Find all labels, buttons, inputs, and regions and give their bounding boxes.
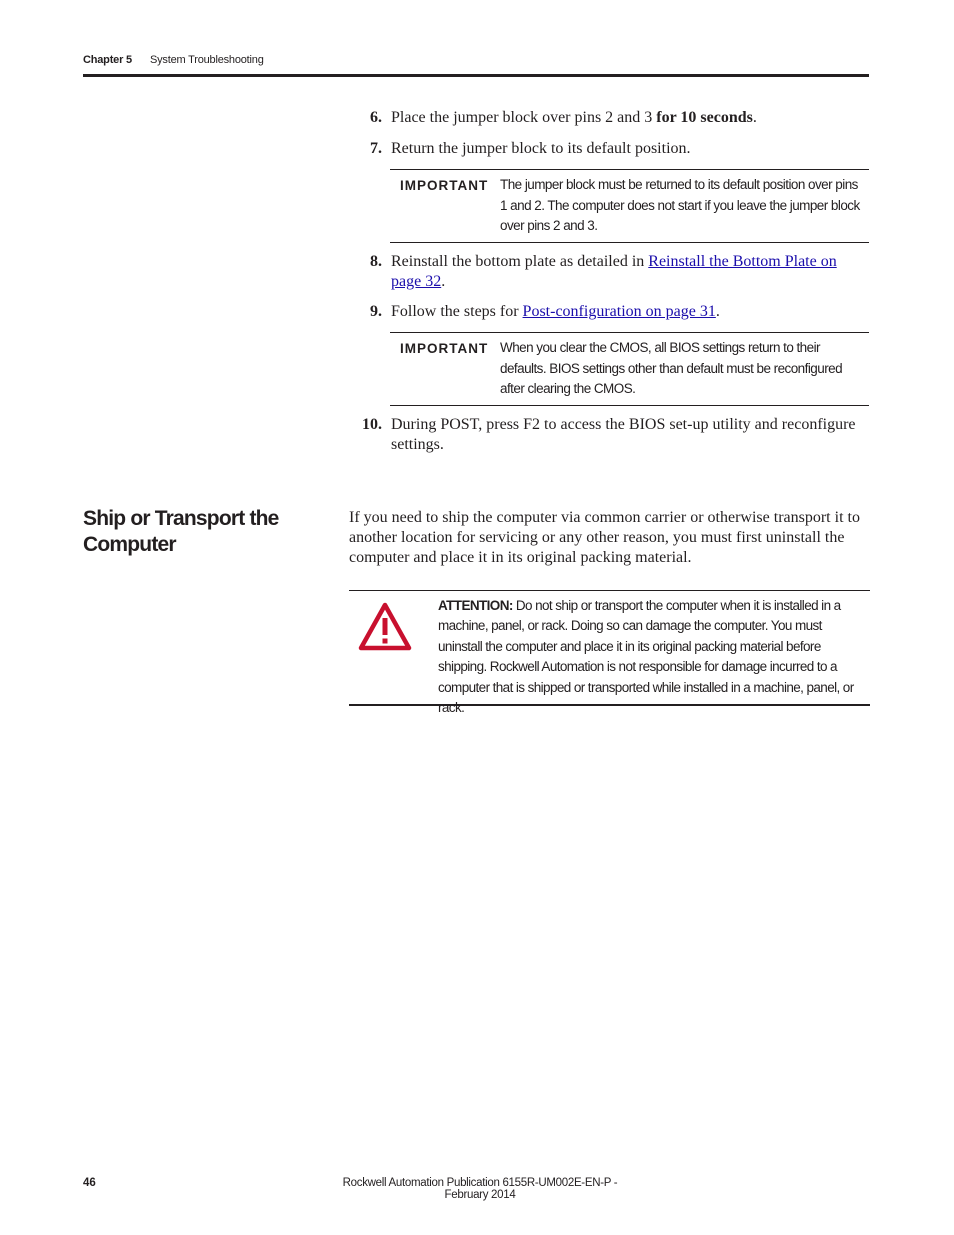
warning-triangle-icon <box>358 602 412 652</box>
chapter-label: Chapter 5 <box>83 54 132 66</box>
step-text: Return the jumper block to its default position. <box>391 140 691 157</box>
important-note-cmos <box>390 332 869 406</box>
step-text: Reinstall the bottom plate as detailed in Reinstall the Bottom Plate on page 32. <box>391 253 837 290</box>
page-number: 46 <box>83 1177 96 1189</box>
page-header <box>83 53 869 77</box>
section-heading: Ship or Transport the Computer <box>83 507 279 556</box>
step-text: Place the jumper block over pins 2 and 3 for 10 seconds. <box>391 109 757 126</box>
post-configuration-link[interactable]: Post-configuration on page 31 <box>522 303 716 320</box>
step-number: 7. <box>370 140 382 157</box>
step-number: 6. <box>370 109 382 126</box>
chapter-title: System Troubleshooting <box>150 54 264 66</box>
attention-notice <box>349 590 870 716</box>
step-text: Follow the steps for Post-configuration on page 31. <box>391 303 720 320</box>
step-number: 9. <box>370 303 382 320</box>
attention-text: ATTENTION: Do not ship or transport the computer when it is installed in a machine, panel, or rack. Doing so can damage the computer. You must uninstall the computer and place it in its original packing material before shipping. Rockwell Automation is not responsible for damage incurred to a computer that is shipped or transported while installed in a machine, panel, or rack. <box>438 598 854 716</box>
header-rule <box>83 74 869 77</box>
reinstall-bottom-plate-link[interactable]: Reinstall the Bottom Plate on page 32 <box>391 253 837 290</box>
important-label: IMPORTANT <box>400 341 489 356</box>
important-text: When you clear the CMOS, all BIOS settings return to their defaults. BIOS settings other than default must be reconfigured after clearing the CMOS. <box>500 340 843 396</box>
attention-label: ATTENTION: <box>438 598 513 613</box>
step-number: 8. <box>370 253 382 270</box>
section-intro-paragraph: If you need to ship the computer via common carrier or otherwise transport it to another location for servicing or any other reason, you must first uninstall the computer and place it in its original packing material. <box>349 509 860 566</box>
step-number: 10. <box>362 416 382 433</box>
publication-info: Rockwell Automation Publication 6155R-UM002E-EN-P - February 2014 <box>342 1177 618 1201</box>
important-note-jumper <box>390 169 869 243</box>
emphasis: for 10 seconds <box>656 109 753 126</box>
important-label: IMPORTANT <box>400 178 489 193</box>
important-text: The jumper block must be returned to its default position over pins 1 and 2. The computer does not start if you leave the jumper block over pins 2 and 3. <box>500 177 860 233</box>
step-text: During POST, press F2 to access the BIOS set-up utility and reconfigure settings. <box>391 416 856 453</box>
